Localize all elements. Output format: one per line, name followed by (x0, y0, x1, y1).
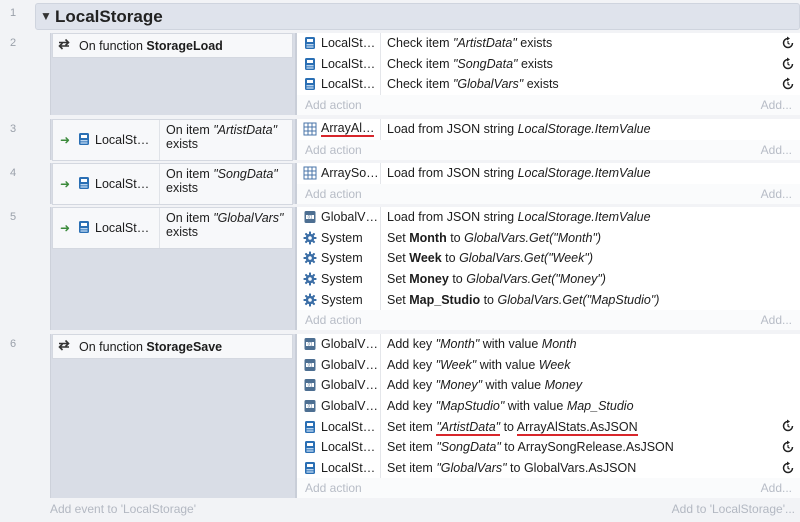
svg-text:01: 01 (307, 214, 313, 220)
text-fragment: with value (479, 337, 542, 352)
text-fragment: Check item (387, 77, 453, 92)
localstorage-icon (303, 57, 317, 71)
action-text[interactable] (381, 293, 659, 307)
action-object-name: System (321, 292, 363, 307)
action-row[interactable] (297, 248, 800, 269)
action-row[interactable] (297, 33, 800, 54)
text-fragment: Set item (387, 419, 437, 434)
actions-list (297, 207, 800, 330)
line-number: 2 (9, 37, 17, 49)
condition[interactable] (52, 163, 293, 205)
action-object-name: ArrayAl… (321, 121, 375, 136)
action-object-name: System (321, 272, 363, 287)
line-number: 1 (9, 7, 17, 19)
text-fragment: Add key (387, 399, 436, 414)
add-to-group-link[interactable]: Add to 'LocalStorage'... (671, 502, 795, 516)
function-icon (53, 338, 75, 355)
action-object-name: GlobalV… (321, 210, 378, 225)
line-number: 3 (9, 123, 17, 135)
add-more-link[interactable]: Add... (760, 481, 792, 496)
add-action-row[interactable] (297, 478, 800, 498)
reevaluate-icon (781, 440, 795, 457)
condition-object-name: LocalSt… (95, 221, 150, 235)
text-fragment: ArrayAlStats.AsJSON (516, 419, 638, 434)
text-fragment: "ArtistData" (436, 419, 501, 434)
text-fragment: "Week" (435, 357, 477, 372)
event-block[interactable] (50, 207, 800, 330)
text-fragment: to ArraySongRelease.AsJSON (500, 440, 674, 455)
action-row[interactable] (297, 269, 800, 290)
add-action-row[interactable] (297, 184, 800, 204)
action-object[interactable] (297, 375, 381, 396)
text-fragment: Set (387, 292, 410, 307)
trigger-arrow-icon: ➜ (59, 133, 71, 147)
condition-text[interactable] (160, 208, 292, 248)
function-name: StorageLoad (146, 38, 223, 53)
action-object[interactable] (297, 269, 381, 290)
action-row[interactable] (297, 458, 800, 479)
text-fragment: Add key (387, 357, 436, 372)
event-block[interactable] (50, 334, 800, 498)
add-more-link[interactable]: Add... (760, 97, 792, 112)
action-object-name: System (321, 230, 363, 245)
text-fragment: On item (166, 211, 214, 225)
text-fragment: LocalStorage.ItemValue (517, 122, 651, 137)
action-object[interactable] (297, 437, 381, 458)
add-action-link[interactable]: Add action (305, 97, 362, 112)
action-object[interactable] (297, 458, 381, 479)
action-text[interactable] (381, 36, 552, 50)
text-fragment: "Money" (435, 378, 483, 393)
action-text[interactable] (381, 77, 559, 91)
text-fragment: Money (409, 272, 449, 287)
event-block[interactable] (50, 163, 800, 204)
dictionary-icon (303, 378, 317, 392)
action-row[interactable] (297, 163, 800, 184)
collapse-triangle-icon[interactable]: ▼ (40, 9, 52, 23)
action-object[interactable] (297, 54, 381, 75)
action-object[interactable] (297, 119, 381, 140)
add-action-row[interactable] (297, 95, 800, 115)
text-fragment: LocalStorage.ItemValue (517, 210, 651, 225)
action-object[interactable] (297, 207, 381, 228)
action-text[interactable] (381, 440, 674, 454)
text-fragment: exists (517, 56, 553, 71)
action-row[interactable] (297, 334, 800, 355)
add-action-row[interactable] (297, 140, 800, 160)
text-fragment: exists (516, 36, 553, 51)
condition-object[interactable] (77, 208, 160, 248)
text-fragment: exists (523, 77, 559, 92)
text-fragment: Map_Studio (566, 399, 634, 414)
text-fragment: "GlobalVars" (453, 77, 524, 92)
condition-object-name: LocalSt… (95, 133, 150, 147)
text-fragment: "SongData" (213, 167, 278, 181)
text-fragment: Set item (387, 440, 437, 455)
text-fragment: to (441, 251, 460, 266)
action-object-name: GlobalV… (321, 399, 378, 414)
action-object-name: LocalSt… (321, 460, 376, 475)
action-object-name: LocalSt… (321, 36, 376, 51)
text-fragment: GlobalVars.Get("Money") (466, 272, 606, 287)
action-row[interactable] (297, 54, 800, 75)
add-more-link[interactable]: Add... (760, 186, 792, 201)
text-fragment: exists (166, 181, 198, 195)
action-object-name: LocalSt… (321, 419, 376, 434)
text-fragment: with value (482, 378, 545, 393)
action-object[interactable] (297, 355, 381, 376)
localstorage-icon (303, 420, 317, 434)
add-more-link[interactable]: Add... (760, 312, 792, 327)
action-row[interactable] (297, 119, 800, 140)
text-fragment: to (480, 292, 498, 307)
event-block[interactable] (50, 33, 800, 115)
action-row[interactable] (297, 228, 800, 249)
action-object-name: GlobalV… (321, 337, 378, 352)
footer (50, 502, 795, 516)
text-fragment: Load from JSON string (387, 210, 518, 225)
svg-text:01: 01 (307, 403, 313, 409)
reevaluate-icon (781, 77, 795, 94)
action-text[interactable] (381, 337, 577, 351)
action-object-name: GlobalV… (321, 378, 378, 393)
text-fragment: On item (166, 123, 214, 137)
text-fragment: Week (409, 251, 442, 266)
reevaluate-icon (781, 419, 795, 436)
text-fragment: Set (387, 251, 410, 266)
action-row[interactable] (297, 375, 800, 396)
condition-object[interactable] (77, 120, 160, 160)
add-action-link[interactable]: Add action (305, 186, 362, 201)
text-fragment: Add key (387, 378, 436, 393)
gear-icon (303, 251, 317, 265)
reevaluate-icon (781, 57, 795, 74)
action-text[interactable] (381, 231, 601, 245)
group-title: LocalStorage (55, 7, 163, 26)
action-row[interactable] (297, 437, 800, 458)
text-fragment: "SongData" (453, 56, 518, 71)
dictionary-icon (303, 358, 317, 372)
text-fragment: with value (504, 399, 567, 414)
action-object-name: LocalSt… (321, 77, 376, 92)
actions-list (297, 33, 800, 115)
action-row[interactable] (297, 74, 800, 95)
text-fragment: Set (387, 230, 410, 245)
text-fragment: "GlobalVars" (213, 211, 284, 225)
action-text[interactable] (381, 210, 651, 224)
action-text[interactable] (381, 420, 638, 434)
condition[interactable] (52, 207, 293, 249)
action-object[interactable] (297, 334, 381, 355)
action-text[interactable] (381, 57, 553, 71)
gear-icon (303, 293, 317, 307)
add-action-link[interactable]: Add action (305, 312, 362, 327)
text-fragment: to (446, 230, 465, 245)
action-row[interactable] (297, 289, 800, 310)
action-row[interactable] (297, 396, 800, 417)
text-fragment: Set (387, 272, 410, 287)
text-fragment: "MapStudio" (435, 399, 505, 414)
text-fragment: Month (409, 230, 447, 245)
text-fragment: Load from JSON string (387, 122, 518, 137)
condition[interactable] (52, 119, 293, 161)
text-fragment: to GlobalVars.AsJSON (506, 460, 637, 475)
localstorage-icon (77, 176, 91, 193)
condition-object-name: LocalSt… (95, 177, 150, 191)
dictionary-icon (303, 399, 317, 413)
action-text[interactable] (381, 122, 651, 136)
condition[interactable] (52, 334, 293, 359)
array-icon (303, 122, 317, 136)
function-icon (53, 37, 75, 54)
action-row[interactable] (297, 355, 800, 376)
action-object[interactable] (297, 396, 381, 417)
action-text[interactable] (381, 358, 571, 372)
action-object-name: LocalSt… (321, 56, 376, 71)
action-row[interactable] (297, 207, 800, 228)
text-fragment: GlobalVars.Get("Week") (459, 251, 593, 266)
svg-text:01: 01 (307, 383, 313, 389)
action-text[interactable] (381, 461, 636, 475)
line-number: 6 (9, 338, 17, 350)
text-fragment: Add key (387, 337, 436, 352)
action-object[interactable] (297, 33, 381, 54)
action-object[interactable] (297, 248, 381, 269)
action-text[interactable] (381, 272, 606, 286)
svg-text:01: 01 (307, 341, 313, 347)
dictionary-icon (303, 337, 317, 351)
dictionary-icon (303, 210, 317, 224)
localstorage-icon (303, 461, 317, 475)
text-fragment: "ArtistData" (453, 36, 517, 51)
action-text[interactable] (381, 378, 582, 392)
action-text[interactable] (381, 251, 593, 265)
line-number: 4 (9, 167, 17, 179)
trigger-arrow-icon: ➜ (59, 177, 71, 191)
action-object[interactable] (297, 228, 381, 249)
text-fragment: Money (544, 378, 583, 393)
action-row[interactable] (297, 416, 800, 437)
action-object-name: LocalSt… (321, 440, 376, 455)
action-object-name: System (321, 251, 363, 266)
text-fragment: On item (166, 167, 214, 181)
condition-object[interactable] (77, 164, 160, 204)
add-more-link[interactable]: Add... (760, 142, 792, 157)
text-fragment: Month (541, 337, 577, 352)
actions-list (297, 334, 800, 498)
text-fragment: "Month" (435, 337, 480, 352)
localstorage-icon (303, 77, 317, 91)
text-fragment: Check item (387, 36, 453, 51)
gear-icon (303, 231, 317, 245)
condition-text[interactable] (160, 164, 292, 204)
action-object-name: ArraySo… (321, 166, 379, 181)
text-fragment: to (500, 419, 517, 434)
text-fragment: Week (538, 357, 571, 372)
text-fragment: GlobalVars.Get("Month") (464, 230, 602, 245)
actions-list (297, 163, 800, 204)
text-fragment: Set item (387, 460, 437, 475)
gear-icon (303, 272, 317, 286)
svg-text:01: 01 (307, 362, 313, 368)
array-icon (303, 166, 317, 180)
localstorage-icon (77, 132, 91, 149)
function-prefix: On function (79, 339, 147, 354)
text-fragment: Map_Studio (409, 292, 481, 307)
trigger-arrow-icon: ➜ (59, 221, 71, 235)
action-object[interactable] (297, 416, 381, 437)
text-fragment: to (448, 272, 467, 287)
event-group-header[interactable] (35, 3, 800, 30)
action-object[interactable] (297, 289, 381, 310)
action-text[interactable] (381, 166, 651, 180)
text-fragment: exists (166, 225, 198, 239)
event-block[interactable] (50, 119, 800, 160)
text-fragment: with value (476, 357, 539, 372)
reevaluate-icon (781, 461, 795, 478)
text-fragment: "ArtistData" (213, 123, 278, 137)
text-fragment: LocalStorage.ItemValue (517, 166, 651, 181)
condition[interactable] (52, 33, 293, 58)
add-action-row[interactable] (297, 310, 800, 330)
text-fragment: "GlobalVars" (436, 460, 507, 475)
add-action-link[interactable]: Add action (305, 142, 362, 157)
localstorage-icon (77, 220, 91, 237)
action-object[interactable] (297, 74, 381, 95)
function-prefix: On function (79, 38, 147, 53)
function-label (79, 340, 222, 354)
function-name: StorageSave (146, 339, 223, 354)
action-object-name: GlobalV… (321, 357, 378, 372)
actions-list (297, 119, 800, 160)
action-object[interactable] (297, 163, 381, 184)
text-fragment: Check item (387, 56, 453, 71)
reevaluate-icon (781, 36, 795, 53)
text-fragment: exists (166, 137, 198, 151)
text-fragment: GlobalVars.Get("MapStudio") (497, 292, 660, 307)
line-number: 5 (9, 211, 17, 223)
add-action-link[interactable]: Add action (305, 481, 362, 496)
add-event-link[interactable]: Add event to 'LocalStorage' (50, 502, 197, 516)
function-label (79, 39, 223, 53)
text-fragment: Load from JSON string (387, 166, 518, 181)
localstorage-icon (303, 440, 317, 454)
condition-text[interactable] (160, 120, 292, 160)
text-fragment: "SongData" (436, 440, 501, 455)
action-text[interactable] (381, 399, 634, 413)
localstorage-icon (303, 36, 317, 50)
